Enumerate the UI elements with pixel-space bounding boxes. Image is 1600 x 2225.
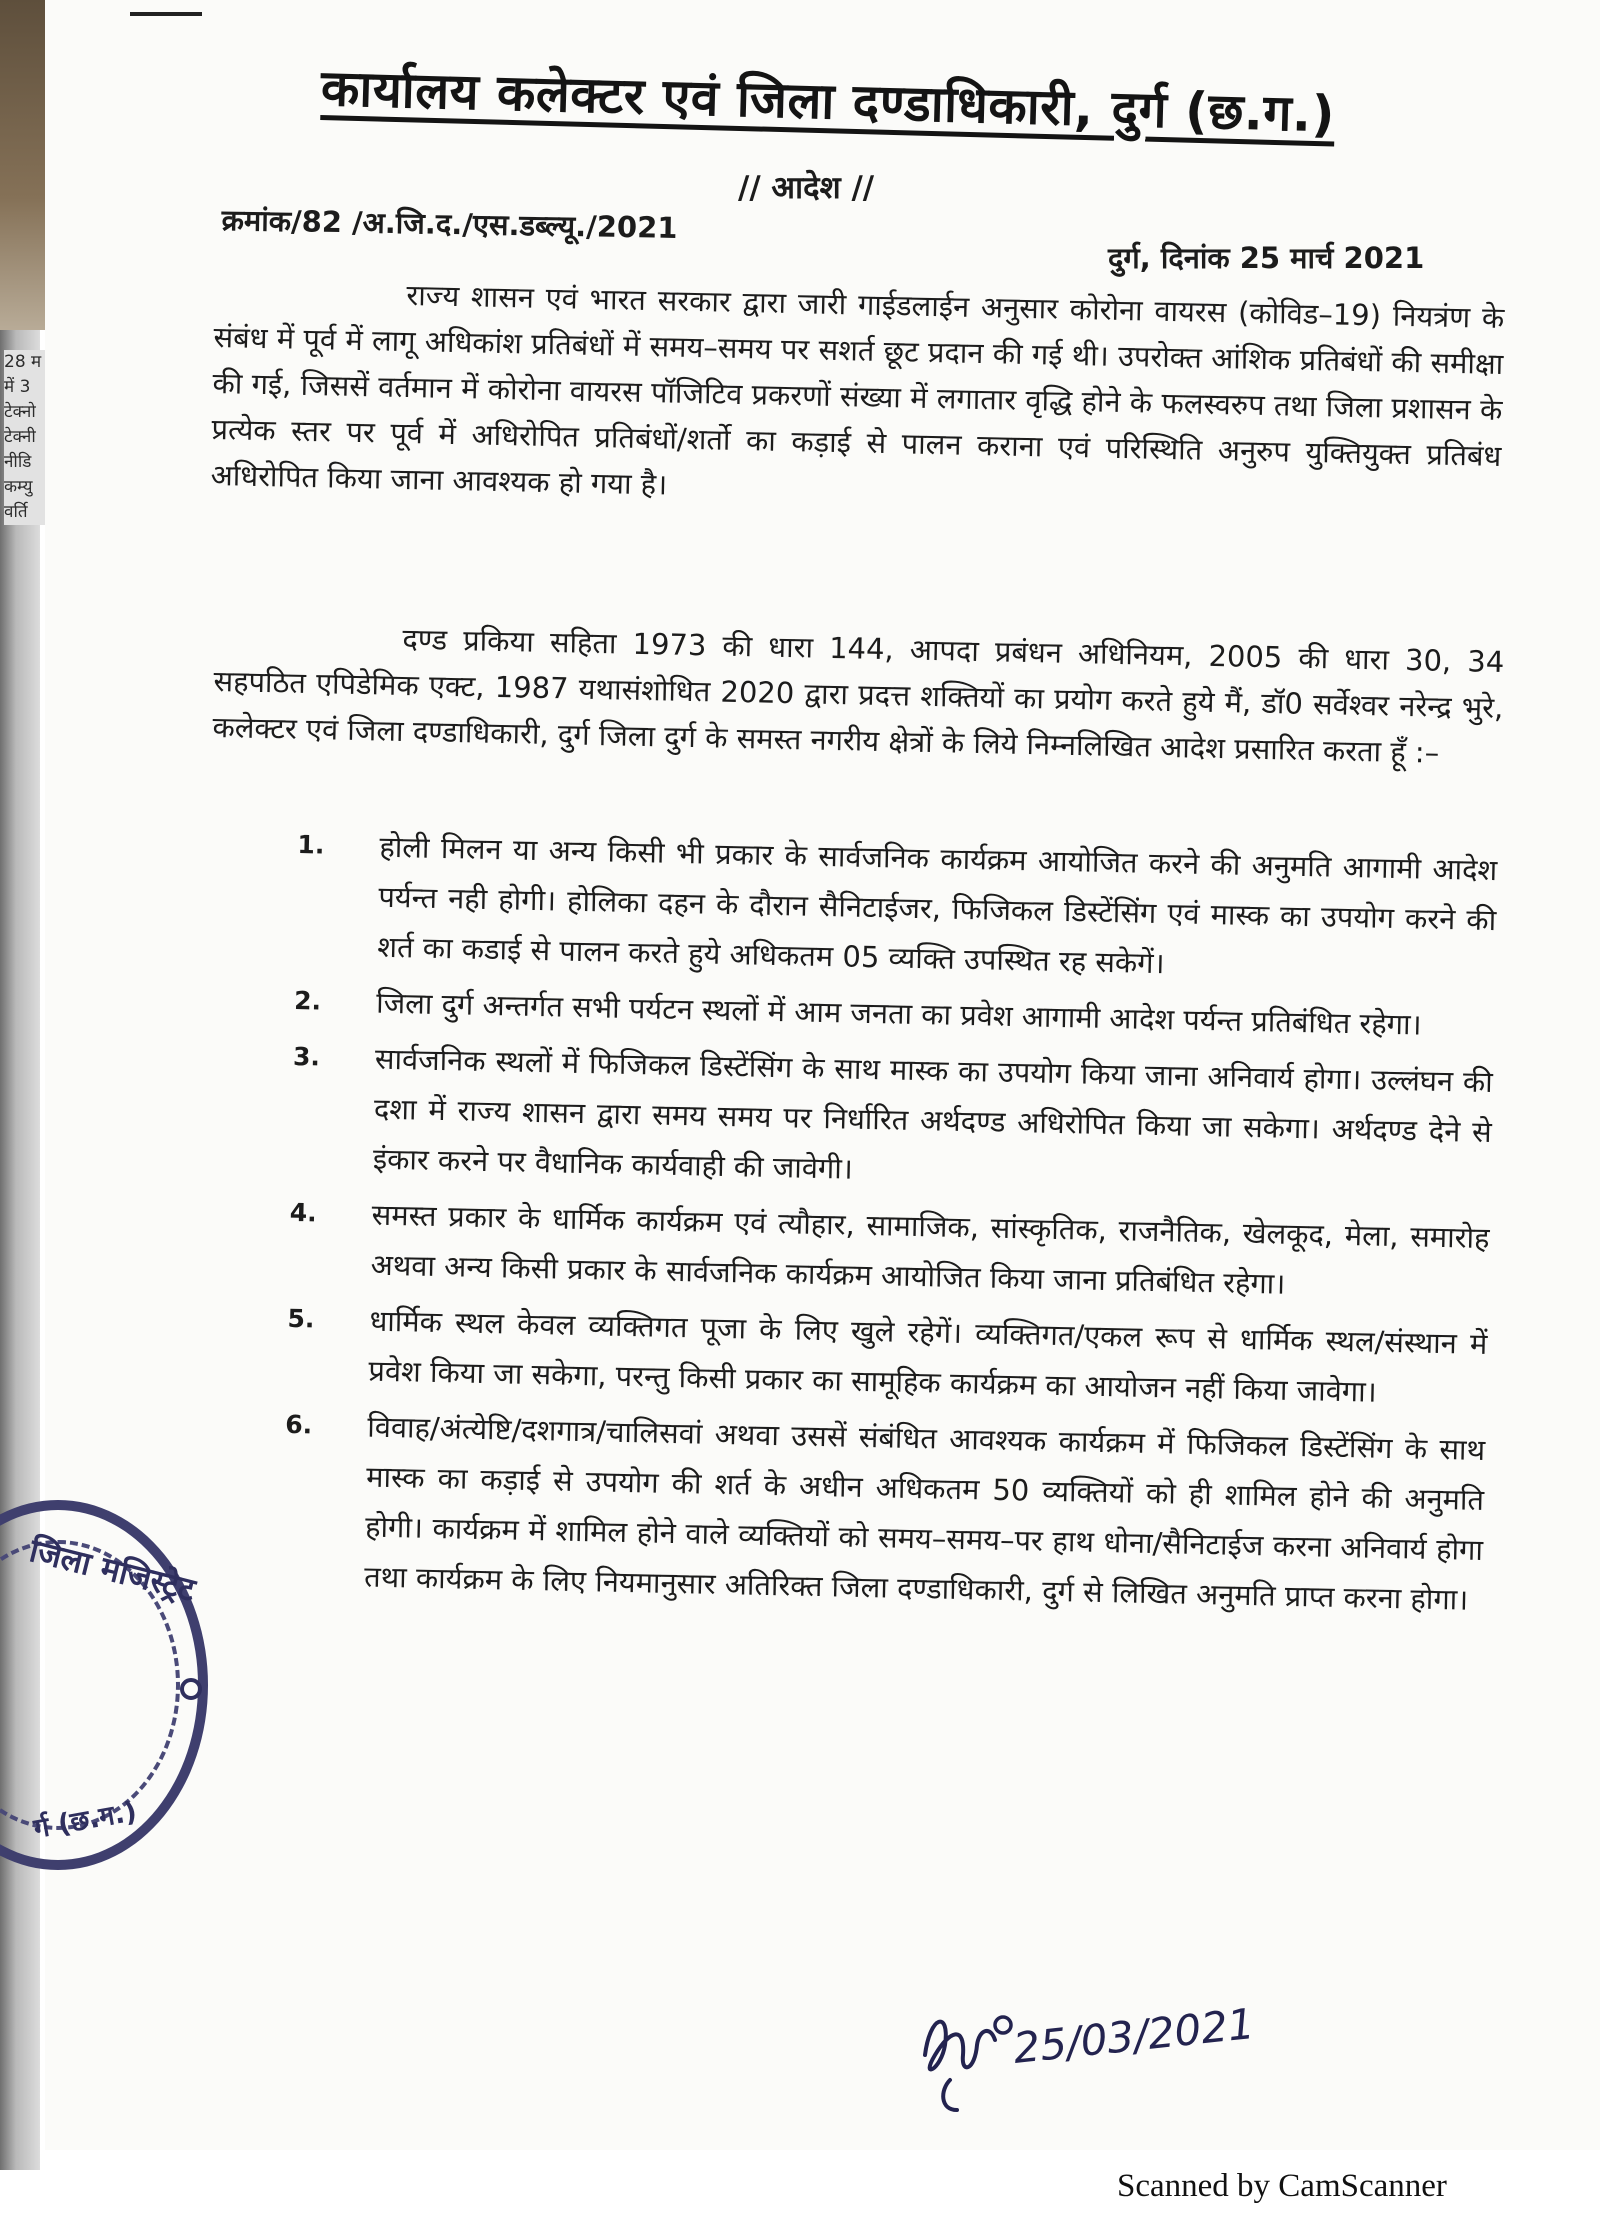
authority-paragraph: दण्ड प्रकिया सहिता 1973 की धारा 144, आपदा प्रबंधन अधिनियम, 2005 की धारा 30, 34 सहपठित एपिडेमिक एक्ट, 1987 यथासंशोधित 2020 द्वारा प्रदत्त शक्तियों का प्रयोग करते हुये मैं, डॉ0 सर्वेश्वर नरेन्द्र भुरे, कलेक्टर एवं जिला दण्डाधिकारी, दुर्ग जिला दुर्ग के समस्त नगरीय क्षेत्रों के लिये निम्नलिखित आदेश प्रसारित करता हूँ :– xyxy=(212,621,1505,770)
item-number: 5. xyxy=(287,1303,315,1334)
intro-paragraph: राज्य शासन एवं भारत सरकार द्वारा जारी गाईडलाईन अनुसार कोरोना वायरस (कोविड–19) नियत्रंण के संबंध में पूर्व में लागू अधिकांश प्रतिबंधों में समय–समय पर सशर्त छूट प्रदान की गई थी। उपरोक्त आंशिक प्रतिबंधों की समीक्षा की गई, जिससें वर्तमान में कोरोना वायरस पॉजिटिव प्रकरणों संख्या में लगातार वृद्धि होने के फलस्वरुप तथा जिला प्रशासन के प्रत्येक स्तर पर पूर्व में अधिरोपित प्रतिबंधों/शर्तो का कड़ाई से पालन कराना एवं परिस्थिति अनुरुप युक्तियुक्त प्रतिबंध अधिरोपित किया जाना आवश्यक हो गया है। xyxy=(210,278,1505,502)
item-text: समस्त प्रकार के धार्मिक कार्यक्रम एवं त्यौहार, सामाजिक, सांस्कृतिक, राजनैतिक, खेलकूद, मेला, समारोह अथवा अन्य किसी प्रकार के सार्वजनिक कार्यक्रम आयोजित किया जाना प्रतिबंधित रहेगा। xyxy=(370,1197,1490,1301)
item-text: धार्मिक स्थल केवल व्यक्तिगत पूजा के लिए खुले रहेगें। व्यक्तिगत/एकल रूप से धार्मिक स्थल/संस्थान में प्रवेश किया जा सकेगा, परन्तु किसी प्रकार का सामूहिक कार्यक्रम का आयोजन नहीं किया जावेगा। xyxy=(368,1303,1488,1409)
stamp-dot xyxy=(180,1678,202,1700)
order-title: // आदेश // xyxy=(738,170,875,206)
signature xyxy=(905,1985,1265,2125)
order-list xyxy=(282,820,1498,1631)
signature-date: 25/03/2021 xyxy=(1010,1998,1257,2073)
stamp-top-text: जिला मजिस्ट्रेट xyxy=(25,1531,199,1609)
item-number: 2. xyxy=(293,985,322,1016)
fragment-line: नीडि xyxy=(4,452,32,472)
item-text: होली मिलन या अन्य किसी भी प्रकार के सार्वजनिक कार्यक्रम आयोजित करने की अनुमति आगामी आदेश पर्यन्त नही होगी। होलिका दहन के दौरान सैनिटाईजर, फिजिकल डिस्टेंसिंग एवं मास्क का उपयोग करने की शर्त का कडाई से पालन करते हुये अधिकतम 05 व्यक्ति उपस्थित रह सकेगें। xyxy=(377,829,1498,981)
office-heading: कार्यालय कलेक्टर एवं जिला दण्डाधिकारी, दुर्ग (छ.ग.) xyxy=(320,58,1336,144)
fragment-line: टेक्नो xyxy=(4,402,36,422)
item-number: 4. xyxy=(289,1197,317,1228)
fragment-line: 28 म xyxy=(4,352,42,372)
underlying-page-fragment xyxy=(4,350,48,525)
scanner-watermark: Scanned by CamScanner xyxy=(1117,2168,1447,2204)
fragment-line: कम्यु xyxy=(4,477,33,497)
item-number: 1. xyxy=(297,829,325,860)
item-text: विवाह/अंत्येष्टि/दशगात्र/चालिसवां अथवा उससें संबंधित आवश्यक कार्यक्रम में फिजिकल डिस्टेंसिंग के साथ मास्क का कड़ाई से उपयोग की शर्त के अधीन अधिकतम 50 व्यक्तियों को ही शामिल होने की अनुमति होगी। कार्यक्रम में शामिल होने वाले व्यक्तियों को समय–समय–पर हाथ धोना/सैनिटाईज करना अनिवार्य होगा तथा कार्यक्रम के लिए नियमानुसार अतिरिक्त जिला दण्डाधिकारी, दुर्ग से लिखित अनुमति प्राप्त करना होगा। xyxy=(363,1409,1486,1617)
item-number: 6. xyxy=(285,1409,313,1440)
fragment-line: टेक्नी xyxy=(4,427,36,447)
list-item xyxy=(286,1294,1488,1419)
item-number: 3. xyxy=(292,1041,321,1072)
fragment-line: वर्ति xyxy=(4,502,28,522)
divider xyxy=(130,12,202,16)
fragment-line: में 3 xyxy=(4,377,31,397)
list-item xyxy=(295,820,1498,995)
list-item xyxy=(282,1400,1486,1625)
list-item xyxy=(290,1032,1493,1207)
order-date: दुर्ग, दिनांक 25 मार्च 2021 xyxy=(1108,241,1425,275)
stamp-bottom-text: र्ग (छ.ग.) xyxy=(31,1796,140,1845)
signature-icon xyxy=(905,1985,1265,2125)
reference-number: क्रमांक/82 /अ.जि.द./एस.डब्ल्यू./2021 xyxy=(221,202,678,245)
list-item xyxy=(288,1188,1490,1313)
item-text: सार्वजनिक स्थलों में फिजिकल डिस्टेंसिंग के साथ मास्क का उपयोग किया जाना अनिवार्य होगा। उल्लंघन की दशा में राज्य शासन द्वारा समय समय पर निर्धारित अर्थदण्ड अधिरोपित किया जा सकेगा। अर्थदण्ड देने से इंकार करने पर वैधानिक कार्यवाही की जावेगी। xyxy=(372,1041,1494,1186)
item-text: जिला दुर्ग अन्तर्गत सभी पर्यटन स्थलों में आम जनता का प्रवेश आगामी आदेश पर्यन्त प्रतिबंधित रहेगा। xyxy=(375,985,1422,1042)
